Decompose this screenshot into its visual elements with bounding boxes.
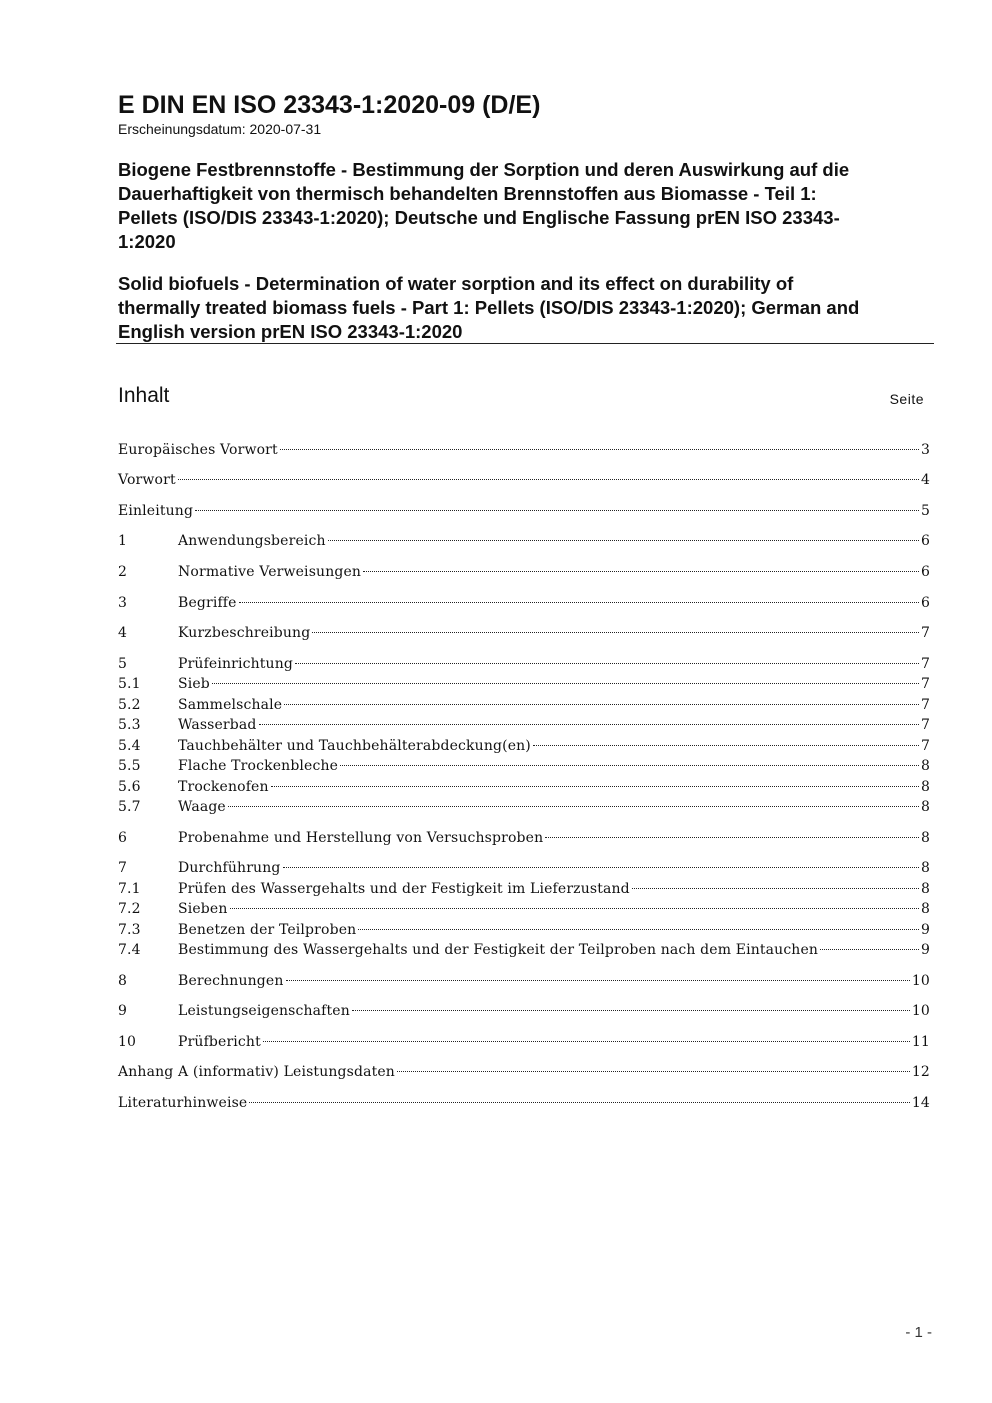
toc-entry-page: 8 <box>920 758 930 774</box>
toc-entry-title: Prüfbericht <box>178 1034 261 1050</box>
toc-entry-number: 5.6 <box>118 779 141 795</box>
toc-entry-title: Normative Verweisungen <box>178 564 362 580</box>
toc-entry-page: 8 <box>920 881 930 897</box>
toc-entry-number: 5.3 <box>118 717 141 733</box>
issue-date: Erscheinungsdatum: 2020-07-31 <box>118 121 322 137</box>
toc-entry-title: Literaturhinweise <box>118 1095 248 1111</box>
toc-entry-page: 7 <box>920 738 930 754</box>
toc-entry-title: Durchführung <box>178 860 281 876</box>
toc-page-label: Seite <box>889 391 924 407</box>
title-german-line: Dauerhaftigkeit von thermisch behandelten Brennstoffen aus Biomasse - Teil 1: <box>118 183 817 204</box>
toc-entry-title: Prüfeinrichtung <box>178 656 293 672</box>
page-number: - 1 - <box>905 1324 932 1341</box>
toc-dot-leader <box>263 1041 910 1042</box>
toc-dot-leader <box>312 632 919 633</box>
toc-entry[interactable] <box>118 1001 930 1021</box>
toc-dot-leader <box>533 745 919 746</box>
toc-entry-title: Wasserbad <box>178 717 257 733</box>
toc-entry[interactable] <box>118 1093 930 1113</box>
toc-entry-number: 1 <box>118 533 128 549</box>
toc-entry[interactable] <box>118 623 930 643</box>
document-id: E DIN EN ISO 23343-1:2020-09 (D/E) <box>118 91 541 119</box>
toc-entry[interactable] <box>118 562 930 582</box>
toc-entry[interactable] <box>118 1032 930 1052</box>
toc-dot-leader <box>249 1102 910 1103</box>
toc-entry-title: Berechnungen <box>178 973 284 989</box>
toc-entry[interactable] <box>118 971 930 991</box>
toc-dot-leader <box>178 479 919 480</box>
toc-entry[interactable] <box>118 920 930 940</box>
toc-entry[interactable] <box>118 940 930 960</box>
toc-entry-title: Begriffe <box>178 595 237 611</box>
toc-entry-title: Sieben <box>178 901 228 917</box>
toc-dot-leader <box>195 510 919 511</box>
toc-entry-number: 7.1 <box>118 881 141 897</box>
toc-entry-page: 11 <box>911 1034 930 1050</box>
toc-entry-number: 5 <box>118 656 128 672</box>
toc-entry[interactable] <box>118 531 930 551</box>
title-english <box>118 272 930 344</box>
toc-dot-leader <box>283 867 919 868</box>
toc-dot-leader <box>286 980 910 981</box>
toc-entry-title: Vorwort <box>118 472 176 488</box>
title-german-line: Pellets (ISO/DIS 23343-1:2020); Deutsche und Englische Fassung prEN ISO 23343- <box>118 207 840 228</box>
toc-entry-page: 8 <box>920 901 930 917</box>
toc-entry[interactable] <box>118 695 930 715</box>
toc-heading: Inhalt <box>118 384 170 407</box>
toc-entry-page: 9 <box>920 942 930 958</box>
toc-dot-leader <box>363 571 919 572</box>
toc-entry-number: 9 <box>118 1003 128 1019</box>
toc-entry-page: 7 <box>920 625 930 641</box>
toc-entry[interactable] <box>118 777 930 797</box>
toc-entry[interactable] <box>118 858 930 878</box>
toc-entry-title: Flache Trockenbleche <box>178 758 339 774</box>
toc-dot-leader <box>545 837 919 838</box>
toc-dot-leader <box>284 704 919 705</box>
toc-entry-number: 2 <box>118 564 128 580</box>
toc-dot-leader <box>397 1071 910 1072</box>
toc-entry-page: 10 <box>911 973 930 989</box>
toc-entry[interactable] <box>118 501 930 521</box>
toc-entry[interactable] <box>118 470 930 490</box>
toc-entry-number: 5.2 <box>118 697 141 713</box>
toc-entry-title: Leistungseigenschaften <box>178 1003 350 1019</box>
toc-entry[interactable] <box>118 440 930 460</box>
toc-dot-leader <box>295 663 919 664</box>
toc-entry-title: Einleitung <box>118 503 194 519</box>
toc-entry-title: Waage <box>178 799 226 815</box>
toc-dot-leader <box>820 949 919 950</box>
toc-entry[interactable] <box>118 1062 930 1082</box>
toc-entry-page: 9 <box>920 922 930 938</box>
toc-entry-number: 7 <box>118 860 128 876</box>
title-english-line: thermally treated biomass fuels - Part 1: Pellets (ISO/DIS 23343-1:2020); German and <box>118 297 860 318</box>
toc-entry-number: 5.7 <box>118 799 141 815</box>
toc-dot-leader <box>352 1010 910 1011</box>
toc-entry-title: Prüfen des Wassergehalts und der Festigkeit im Lieferzustand <box>178 881 630 897</box>
toc-entry[interactable] <box>118 654 930 674</box>
toc-entry-page: 7 <box>920 697 930 713</box>
toc-entry-number: 5.1 <box>118 676 141 692</box>
title-english-line: Solid biofuels - Determination of water sorption and its effect on durability of <box>118 273 794 294</box>
toc-dot-leader <box>259 724 919 725</box>
toc-entry-page: 8 <box>920 830 930 846</box>
toc-entry-number: 5.4 <box>118 738 141 754</box>
toc-entry-number: 7.4 <box>118 942 141 958</box>
toc-entry-number: 10 <box>118 1034 137 1050</box>
toc-entry-page: 8 <box>920 799 930 815</box>
toc-entry-number: 3 <box>118 595 128 611</box>
toc-dot-leader <box>340 765 919 766</box>
toc-entry-number: 7.3 <box>118 922 141 938</box>
toc-entry-title: Europäisches Vorwort <box>118 442 278 458</box>
toc-entry-page: 7 <box>920 676 930 692</box>
toc-entry[interactable] <box>118 879 930 899</box>
toc-entry[interactable] <box>118 715 930 735</box>
title-german-line: 1:2020 <box>118 231 176 252</box>
toc-entry-title: Anwendungsbereich <box>178 533 326 549</box>
toc-entry-page: 10 <box>911 1003 930 1019</box>
toc-dot-leader <box>239 602 919 603</box>
toc-entry[interactable] <box>118 797 930 817</box>
toc-entry[interactable] <box>118 674 930 694</box>
title-english-line: English version prEN ISO 23343-1:2020 <box>118 321 463 342</box>
toc-entry-title: Bestimmung des Wassergehalts und der Festigkeit der Teilproben nach dem Eintauchen <box>178 942 819 958</box>
toc-entry-number: 6 <box>118 830 128 846</box>
toc-entry-page: 8 <box>920 860 930 876</box>
toc-entry[interactable] <box>118 736 930 756</box>
toc-entry-title: Sieb <box>178 676 210 692</box>
toc-entry-title: Kurzbeschreibung <box>178 625 311 641</box>
toc-entry-page: 14 <box>911 1095 930 1111</box>
toc-entry-title: Benetzen der Teilproben <box>178 922 357 938</box>
toc-entry-page: 7 <box>920 717 930 733</box>
toc-entry-page: 8 <box>920 779 930 795</box>
toc-entry-number: 7.2 <box>118 901 141 917</box>
toc-entry-number: 4 <box>118 625 128 641</box>
toc-entry-title: Probenahme und Herstellung von Versuchsproben <box>178 830 544 846</box>
toc-dot-leader <box>632 888 919 889</box>
toc-dot-leader <box>280 449 919 450</box>
toc-entry[interactable] <box>118 756 930 776</box>
toc-dot-leader <box>230 908 919 909</box>
toc-entry-page: 4 <box>920 472 930 488</box>
toc-dot-leader <box>271 786 919 787</box>
toc-entry-page: 6 <box>920 564 930 580</box>
toc-entry-number: 8 <box>118 973 128 989</box>
title-divider <box>116 343 934 344</box>
toc-entry-page: 6 <box>920 533 930 549</box>
toc-entry-page: 3 <box>920 442 930 458</box>
title-german <box>118 158 930 254</box>
toc-entry-page: 7 <box>920 656 930 672</box>
toc-entry-title: Tauchbehälter und Tauchbehälterabdeckung(en) <box>178 738 531 754</box>
toc-entry[interactable] <box>118 828 930 848</box>
toc-entry[interactable] <box>118 593 930 613</box>
toc-entry-number: 5.5 <box>118 758 141 774</box>
toc-dot-leader <box>328 540 919 541</box>
toc-dot-leader <box>228 806 919 807</box>
title-german-line: Biogene Festbrennstoffe - Bestimmung der Sorption und deren Auswirkung auf die <box>118 159 850 180</box>
toc-entry-page: 12 <box>911 1064 930 1080</box>
toc-entry-page: 6 <box>920 595 930 611</box>
toc-entry-title: Anhang A (informativ) Leistungsdaten <box>118 1064 395 1080</box>
toc-entry[interactable] <box>118 899 930 919</box>
toc-entry-page: 5 <box>920 503 930 519</box>
toc-entry-title: Sammelschale <box>178 697 283 713</box>
toc-dot-leader <box>212 683 919 684</box>
toc-entry-title: Trockenofen <box>178 779 269 795</box>
toc-dot-leader <box>358 929 919 930</box>
